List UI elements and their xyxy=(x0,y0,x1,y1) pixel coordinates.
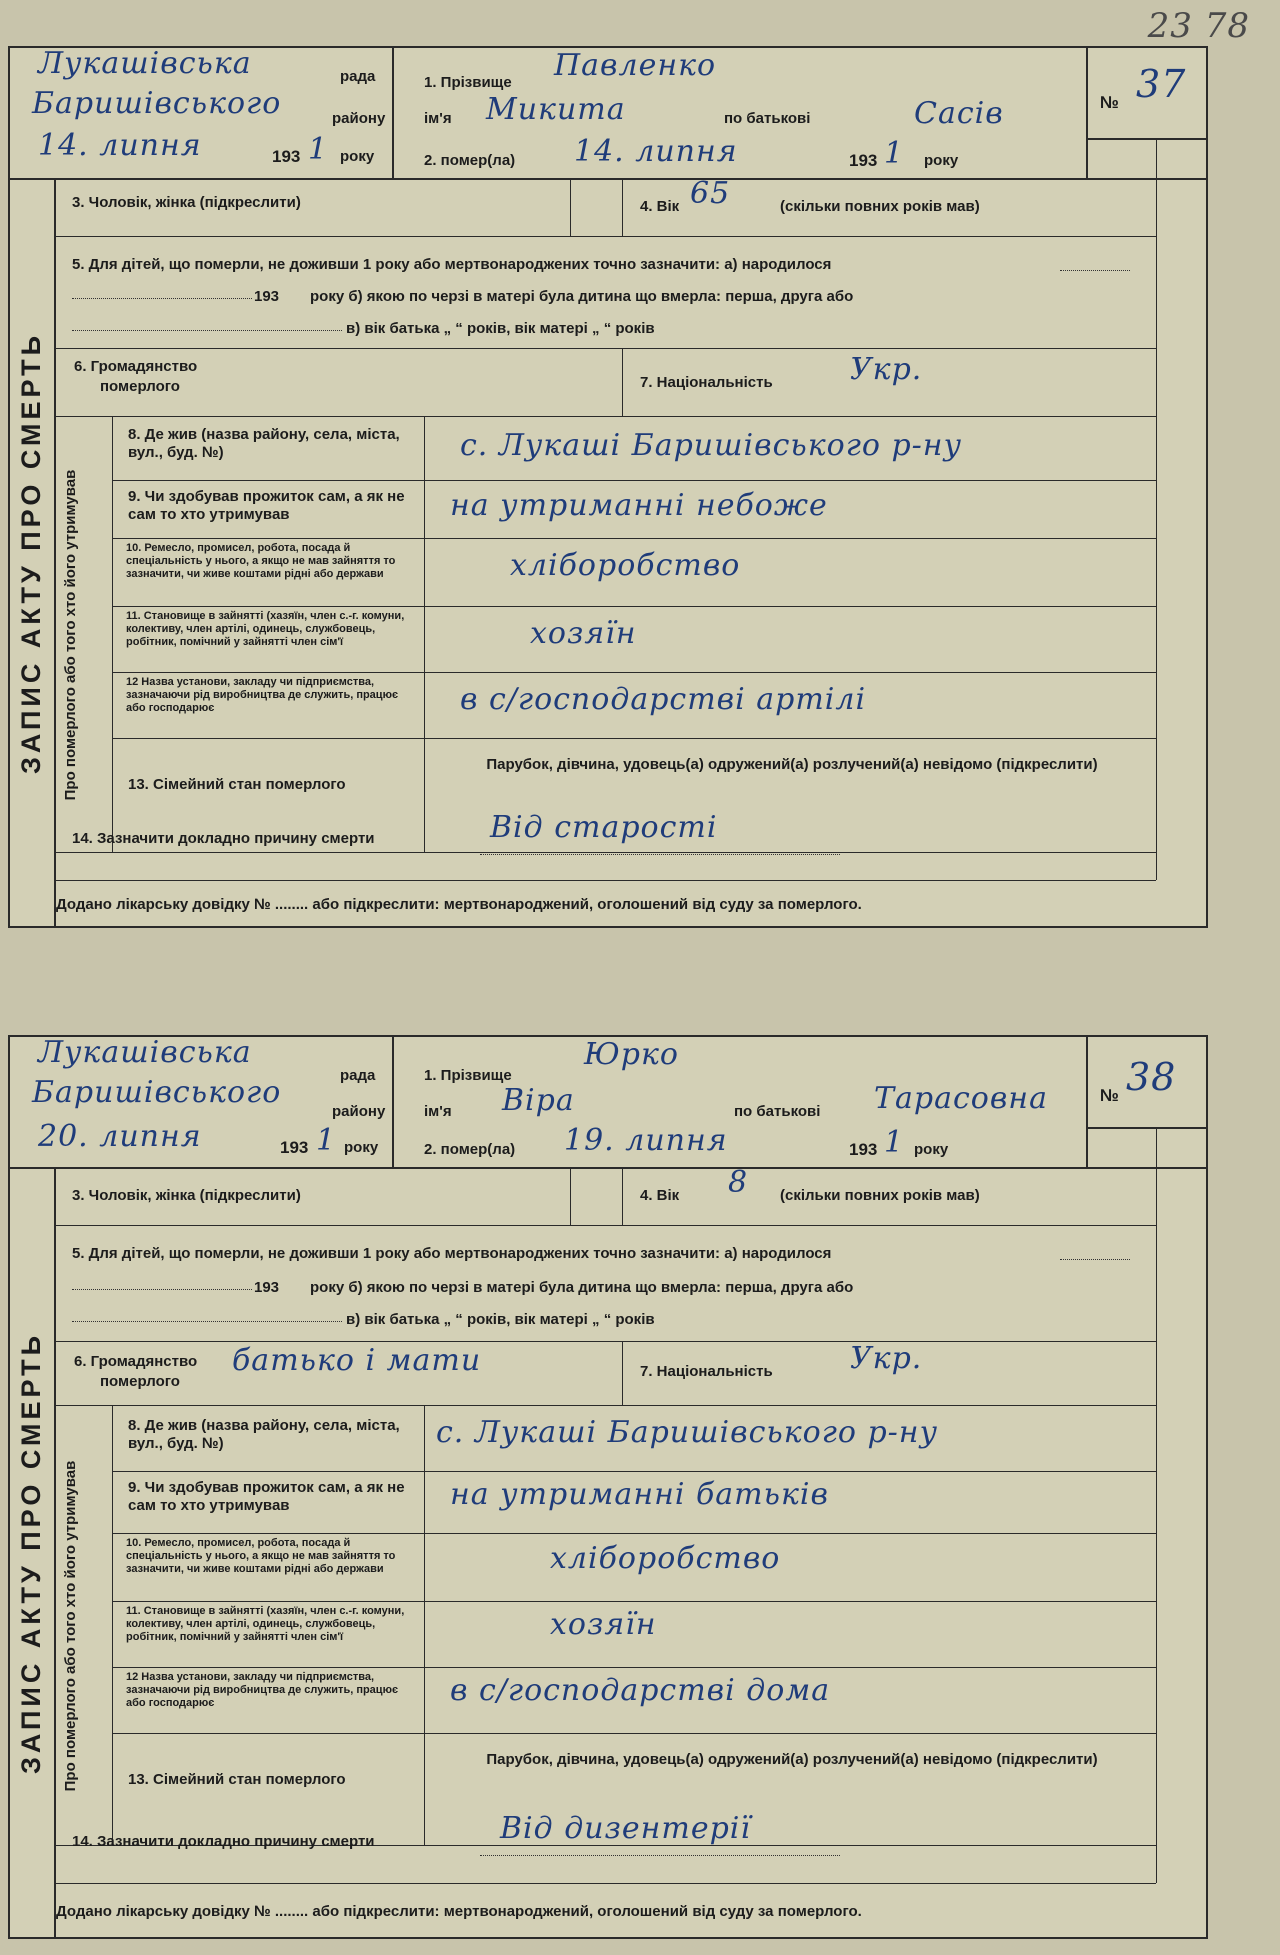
sub-side-column xyxy=(56,1405,113,1846)
death-date-value: 19. липня xyxy=(564,1123,728,1158)
sex-label: 3. Чоловік, жінка (підкреслити) xyxy=(72,194,301,211)
item5-line2: року б) якою по черзі в матері була дитина що вмерла: перша, друга або xyxy=(310,288,854,305)
record-header xyxy=(10,48,1206,180)
number-sign: № xyxy=(1100,93,1119,112)
sub-side-title: Про померлого або того хто його утримував xyxy=(62,1460,79,1792)
patronymic-value: Сасів xyxy=(914,96,1004,131)
reg-year-label: року xyxy=(340,148,375,165)
name-value: Микита xyxy=(486,92,626,127)
citizenship-label: 6. Громадянство xyxy=(74,358,198,375)
item5-line1: 5. Для дітей, що померли, не доживши 1 року або мертвонароджених точно зазначити: а) народилося xyxy=(72,256,832,273)
patronymic-label: по батькові xyxy=(734,1103,821,1120)
residence-value: с. Лукаші Баришівського р-ну xyxy=(460,428,962,463)
side-title: ЗАПИС АКТУ ПРО СМЕРТЬ xyxy=(16,331,46,775)
reg-year-label: року xyxy=(344,1139,379,1156)
sub-side-column xyxy=(56,416,113,853)
death-date-value: 14. липня xyxy=(574,134,738,169)
reg-year-digit: 1 xyxy=(308,132,329,167)
position-value: хозяїн xyxy=(530,616,637,651)
sex-label: 3. Чоловік, жінка (підкреслити) xyxy=(72,1187,301,1204)
number-sign: № xyxy=(1100,1086,1119,1105)
sub-side-title: Про померлого або того хто його утримував xyxy=(62,469,79,801)
death-year-label: року xyxy=(924,152,959,169)
record-header xyxy=(10,1037,1206,1169)
registration-block xyxy=(10,48,394,178)
surname-value: Павленко xyxy=(554,48,717,83)
family-status-label: 13. Сімейний стан померлого xyxy=(128,776,346,793)
surname-label: 1. Прізвище xyxy=(424,74,512,91)
surname-label: 1. Прізвище xyxy=(424,1067,512,1084)
age-label: 4. Вік xyxy=(640,1187,680,1204)
registration-date: 14. липня xyxy=(38,128,202,163)
item5-line3: в) вік батька „ “ років, вік матері „ “ років xyxy=(346,1311,655,1328)
patronymic-value: Тарасовна xyxy=(874,1081,1048,1116)
age-value: 8 xyxy=(728,1165,749,1200)
name-label: ім'я xyxy=(424,110,452,127)
item5-line1: 5. Для дітей, що померли, не доживши 1 року або мертвонароджених точно зазначити: а) народилося xyxy=(72,1245,832,1262)
nationality-label: 7. Національність xyxy=(640,374,773,391)
citizenship-label: 6. Громадянство xyxy=(74,1353,198,1370)
reg-year-prefix: 193 xyxy=(272,147,301,166)
rada-value: Лукашівська xyxy=(38,1035,252,1070)
item5-year: 193 xyxy=(254,288,280,305)
rada-value: Лукашівська xyxy=(38,46,252,81)
citizenship-label-2: померлого xyxy=(100,1373,180,1390)
record-number: 37 xyxy=(1136,62,1187,106)
record-number-box xyxy=(1088,48,1206,140)
item5-year: 193 xyxy=(254,1279,280,1296)
position-label: 11. Становище в зайнятті (хазяїн, член с.-г. комуни, колективу, член артілі, одинець, службовець, робітник, помічний у зайнятті член сім'ї xyxy=(126,610,405,648)
name-value: Віра xyxy=(502,1083,575,1118)
cause-value: Від дизентерії xyxy=(500,1811,751,1846)
age-suffix: (скільки повних років мав) xyxy=(780,198,980,215)
raion-label: району xyxy=(332,110,386,127)
age-label: 4. Вік xyxy=(640,198,680,215)
item5-line3: в) вік батька „ “ років, вік матері „ “ років xyxy=(346,320,655,337)
citizenship-label-2: померлого xyxy=(100,378,180,395)
family-status-options: Парубок, дівчина, удовець(а) одружений(а) розлучений(а) невідомо (підкреслити) xyxy=(486,756,1098,773)
cause-label: 14. Зазначити докладно причину смерти xyxy=(72,830,375,847)
family-status-label: 13. Сімейний стан померлого xyxy=(128,1771,346,1788)
position-value: хозяїн xyxy=(550,1607,657,1642)
name-block xyxy=(394,1037,1088,1167)
side-title-column xyxy=(10,180,56,926)
death-year-digit: 1 xyxy=(884,136,905,171)
occupation-label: 10. Ремесло, промисел, робота, посада й спеціальність у нього, а якщо не мав зайняття то зазначити, чи живе коштами рідні або держави xyxy=(126,542,396,580)
rada-label: рада xyxy=(340,1067,376,1084)
name-block xyxy=(394,48,1088,178)
record-number: 38 xyxy=(1126,1055,1177,1099)
rada-label: рада xyxy=(340,68,376,85)
footer-text: Додано лікарську довідку № ........ або підкреслити: мертвонароджений, оголошений від суду за померлого. xyxy=(56,1903,862,1920)
position-label: 11. Становище в зайнятті (хазяїн, член с.-г. комуни, колективу, член артілі, одинець, службовець, робітник, помічний у зайнятті член сім'ї xyxy=(126,1605,405,1643)
death-year-prefix: 193 xyxy=(849,1140,878,1159)
livelihood-label: 9. Чи здобував прожиток сам, а як не сам то хто утримував xyxy=(128,1479,405,1514)
record-number-box xyxy=(1088,1037,1206,1129)
item5-line2: року б) якою по черзі в матері була дитина що вмерла: перша, друга або xyxy=(310,1279,854,1296)
livelihood-label: 9. Чи здобував прожиток сам, а як не сам то хто утримував xyxy=(128,488,405,523)
name-label: ім'я xyxy=(424,1103,452,1120)
reg-year-prefix: 193 xyxy=(280,1138,309,1157)
reg-year-digit: 1 xyxy=(316,1123,337,1158)
residence-label: 8. Де жив (назва району, села, міста, вул., буд. №) xyxy=(128,426,400,461)
side-title: ЗАПИС АКТУ ПРО СМЕРТЬ xyxy=(16,1331,46,1775)
nationality-value: Укр. xyxy=(850,352,923,387)
residence-label: 8. Де жив (назва району, села, міста, вул., буд. №) xyxy=(128,1417,400,1452)
raion-label: району xyxy=(332,1103,386,1120)
institution-label: 12 Назва установи, закладу чи підприємства, зазначаючи рід виробництва де служить, працює або господарює xyxy=(126,676,399,714)
age-value: 65 xyxy=(690,176,731,211)
citizenship-value: батько і мати xyxy=(232,1343,482,1378)
livelihood-value: на утриманні батьків xyxy=(450,1477,829,1512)
died-label: 2. помер(ла) xyxy=(424,152,516,169)
raion-value: Баришівського xyxy=(32,86,282,121)
death-year-digit: 1 xyxy=(884,1125,905,1160)
occupation-value: хліборобство xyxy=(510,548,741,583)
archive-number: 23 78 xyxy=(1147,6,1250,46)
livelihood-value: на утриманні небоже xyxy=(450,488,828,523)
cause-value: Від старості xyxy=(490,810,718,845)
institution-value: в с/господарстві дома xyxy=(450,1673,831,1708)
death-year-label: року xyxy=(914,1141,949,1158)
side-title-column xyxy=(10,1169,56,1937)
residence-value: с. Лукаші Баришівського р-ну xyxy=(436,1415,938,1450)
occupation-label: 10. Ремесло, промисел, робота, посада й спеціальність у нього, а якщо не мав зайняття то зазначити, чи живе коштами рідні або держави xyxy=(126,1537,396,1575)
registration-block xyxy=(10,1037,394,1167)
age-suffix: (скільки повних років мав) xyxy=(780,1187,980,1204)
died-label: 2. помер(ла) xyxy=(424,1141,516,1158)
nationality-value: Укр. xyxy=(850,1341,923,1376)
death-record-form-1 xyxy=(8,46,1208,928)
cause-label: 14. Зазначити докладно причину смерти xyxy=(72,1833,375,1850)
patronymic-label: по батькові xyxy=(724,110,811,127)
registration-date: 20. липня xyxy=(38,1119,202,1154)
family-status-options: Парубок, дівчина, удовець(а) одружений(а) розлучений(а) невідомо (підкреслити) xyxy=(486,1751,1098,1768)
institution-label: 12 Назва установи, закладу чи підприємства, зазначаючи рід виробництва де служить, працює або господарює xyxy=(126,1671,399,1709)
institution-value: в с/господарстві артілі xyxy=(460,682,867,717)
nationality-label: 7. Національність xyxy=(640,1363,773,1380)
occupation-value: хліборобство xyxy=(550,1541,781,1576)
death-record-form-2 xyxy=(8,1035,1208,1939)
footer-text: Додано лікарську довідку № ........ або підкреслити: мертвонароджений, оголошений від суду за померлого. xyxy=(56,896,862,913)
surname-value: Юрко xyxy=(584,1037,679,1072)
death-year-prefix: 193 xyxy=(849,151,878,170)
raion-value: Баришівського xyxy=(32,1075,282,1110)
